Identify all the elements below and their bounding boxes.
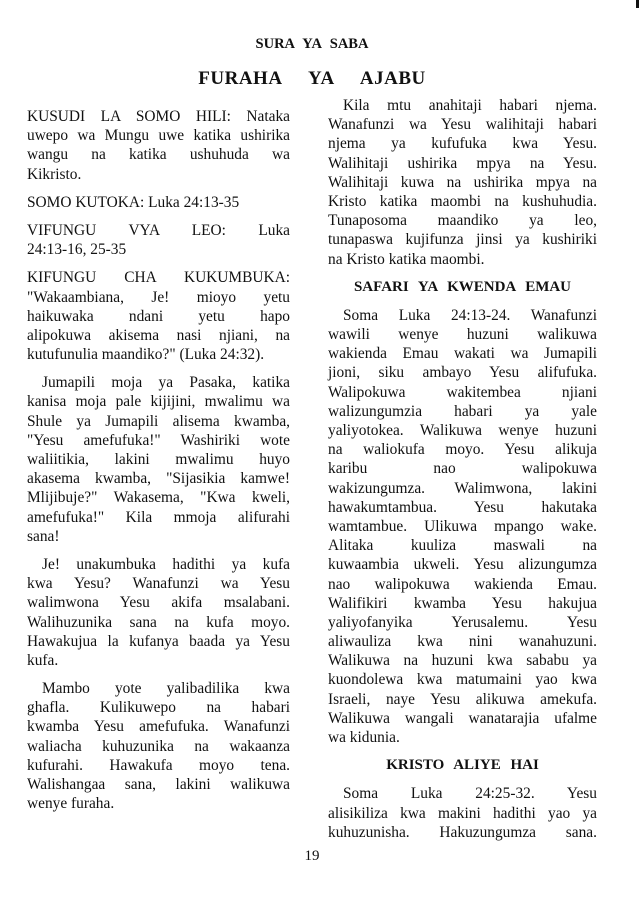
chapter-heading: SURA YA SABA [255,36,369,52]
text-line: Walikuwa na huzuni kwa sababu ya [328,652,597,670]
text-line: Kristo katika maombi na kushuhudia. [328,192,597,210]
text-line: Walipokuwa wakitembea njiani [328,383,597,401]
text-line: ghafla. Kulikuwepo na habari [27,699,290,717]
paragraph [27,221,290,259]
text-line: uwepo wa Mungu uwe katika ushirika [27,127,290,145]
text-line: wamtambue. Ulikuwa mpango wake. [328,517,597,535]
paragraph [27,555,290,670]
text-line: Walikuwa wangali wanatarajia ufalme [328,709,597,727]
text-line: Mambo yote yalibadilika kwa [42,680,290,698]
section-heading: KRISTO ALIYE HAI [386,757,539,774]
text-line: sana! [27,527,60,545]
text-line: tunapaswa kujifunza jinsi ya kushiriki [328,231,597,249]
right-column [328,96,597,851]
text-line: njema ya kufufuka kwa Yesu. [328,135,597,153]
text-line: Kila mtu anahitaji habari njema. [343,97,597,114]
text-line: Soma Luka 24:13-24. Wanafunzi [343,306,597,324]
text-line: 24:13-16, 25-35 [27,241,127,259]
paragraph [328,306,597,747]
text-line: na waliokufa moyo. Yesu alikuja [328,441,597,459]
text-line: kutufunulia maandiko?" (Luka 24:32). [27,346,265,364]
paragraph [27,107,290,184]
text-line: amefufuka!" Kila mmoja alifurahi [27,508,290,526]
text-line: walimwona Yesu akifa msalabani. [27,594,290,612]
paragraph [27,373,290,546]
text-line: Soma Luka 24:25-32. Yesu [343,785,597,803]
text-line: KIFUNGU CHA KUKUMBUKA: [27,269,290,287]
paragraph [27,193,290,212]
text-line: Kikristo. [27,165,82,183]
text-line: na Kristo katika maombi. [328,250,485,268]
text-line: wakizungumza. Walimwona, lakini [328,479,597,497]
section-heading: SAFARI YA KWENDA EMAU [353,278,572,295]
text-line: hawakumtambua. Yesu hakutaka [328,498,597,516]
text-line: Walihuzunika sana na kufa moyo. [27,613,290,631]
text-line: VIFUNGU VYA LEO: Luka [27,221,290,239]
text-line: Walifikiri kwamba Yesu hakujua [328,594,597,612]
text-line: Jumapili moja ya Pasaka, katika [42,374,290,392]
text-line: Tunaposoma maandiko ya leo, [328,212,597,230]
text-line: jioni, siku ambayo Yesu alifufuka. [328,364,597,382]
text-line: kanisa moja pale kijijini, mwalimu wa [27,393,290,411]
text-line: Wanafunzi wa Yesu walihitaji habari [328,116,597,134]
text-line: Shule ya Jumapili alisema kwamba, [27,412,290,430]
text-line: waliacha kuhuzunika na wakaanza [27,737,290,755]
text-line: alisikiliza kwa makini hadithi yao ya [328,804,597,822]
text-line: Mlijibuje?" Wakasema, "Kwa kweli, [27,489,290,507]
left-column [27,107,290,822]
paragraph [328,784,597,842]
paragraph [27,268,290,364]
text-line: wa kidunia. [328,729,400,747]
text-line: haikuwaka ndani yetu hapo [27,307,290,325]
text-line: wangu na katika ushuhuda wa [27,146,290,164]
text-line: walizungumzia habari ya yale [328,402,597,420]
text-line: kufa. [27,651,59,669]
text-line: nao walipokuwa wakienda Emau. [328,575,597,593]
paragraph [328,96,597,269]
text-line: kwamba Yesu amefufuka. Wanafunzi [27,718,290,736]
text-line: aliwauliza kwa nini wanahuzuni. [328,633,597,651]
text-line: kuondolewa kwa matumaini yao kwa [328,671,597,689]
text-line: SOMO KUTOKA: Luka 24:13-35 [27,193,240,211]
text-line: "Wakaambiana, Je! mioyo yetu [27,288,290,306]
text-line: "Yesu amefufuka!" Washiriki wote [27,431,290,449]
text-line: wenye furaha. [27,795,115,813]
text-line: Israeli, naye Yesu alikuwa amekufa. [328,690,597,708]
text-line: Walihitaji kuwa na ushirika mpya na [328,173,597,191]
text-line: kuwaambia ukweli. Yesu alizungumza [328,556,597,574]
text-line: yaliyotokea. Walikuwa wenye huzuni [328,422,597,440]
text-line: kufurahi. Hawakufa moyo tena. [27,756,290,774]
text-line: Hawakujua la kufanya baada ya Yesu [27,632,290,650]
lesson-title: FURAHA YA AJABU [198,68,426,89]
paragraph [27,679,290,813]
text-line: kwa Yesu? Wanafunzi wa Yesu [27,575,290,593]
text-line: Walihitaji ushirika mpya na Yesu. [328,154,597,172]
text-line: alipokuwa akisema nasi njiani, na [27,326,290,344]
text-line: Walishangaa sana, lakini walikuwa [27,776,290,793]
text-line: kuhuzunisha. Hakuzungumza sana. [328,823,597,841]
text-line: Alitaka kuuliza maswali na [328,537,597,555]
text-line: yaliyofanyika Yerusalemu. Yesu [328,613,597,631]
page-number: 19 [304,848,320,864]
text-line: KUSUDI LA SOMO HILI: Nataka [27,108,290,125]
text-line: wakienda Emau wakati wa Jumapili [328,345,597,363]
text-line: wawili wenye huzuni walikuwa [328,326,597,344]
text-line: Je! unakumbuka hadithi ya kufa [42,555,290,573]
text-line: waliitikia, lakini mwalimu huyo [27,451,290,468]
text-line: karibu nao walipokuwa [328,460,597,478]
text-line: akasema kwamba, "Sijasikia kamwe! [27,470,290,488]
